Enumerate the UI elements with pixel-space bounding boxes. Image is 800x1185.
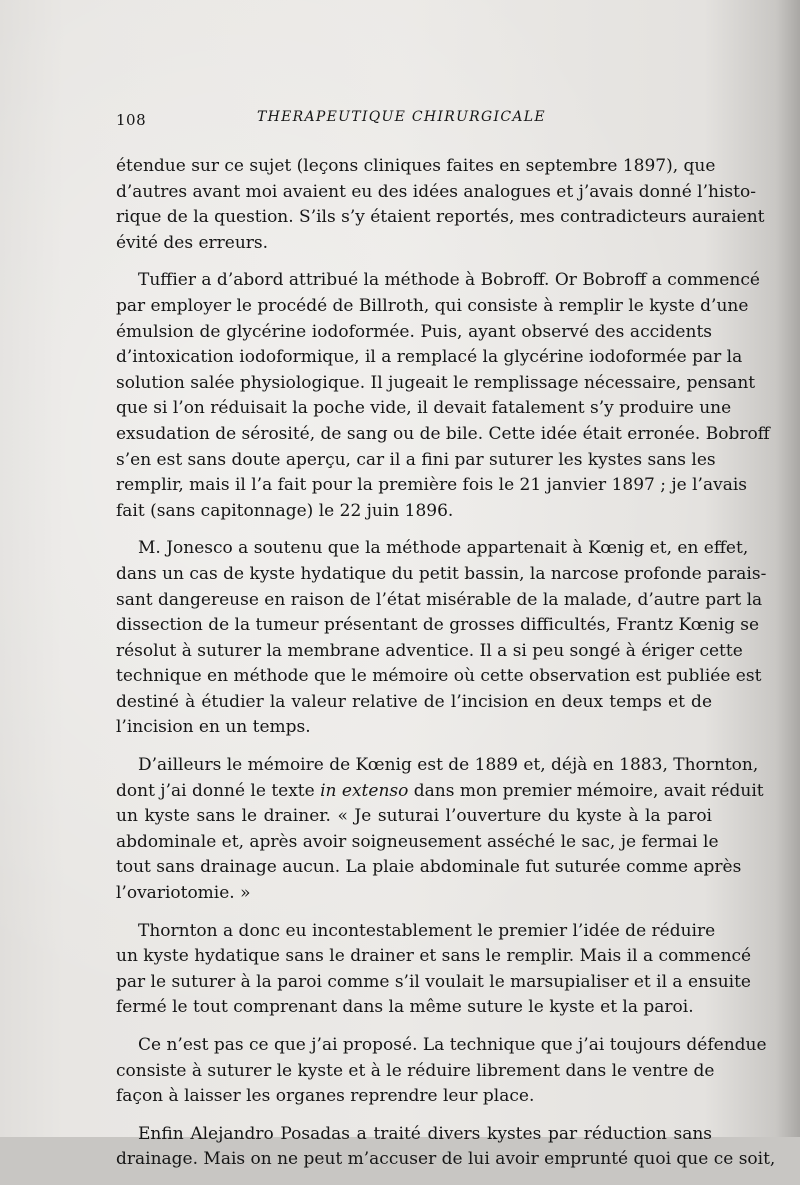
text-line: Thornton a donc eu incontestablement le premier l’idée de réduire <box>138 920 716 941</box>
text-line: d’intoxication iodoformique, il a remplacé la glycérine iodoformée par la <box>116 347 743 368</box>
text-line: étendue sur ce sujet (leçons cliniques faites en septembre 1897), que <box>116 156 716 176</box>
text-line: un kyste hydatique sans le drainer et sans le remplir. Mais il a commencé <box>116 946 752 967</box>
text-line: par le suturer à la paroi comme s’il voulait le marsupialiser et il a ensuite <box>116 971 751 992</box>
text-line: drainage. Mais on ne peut m’accuser de lui avoir emprunté quoi que ce soit, <box>116 1149 776 1170</box>
text-line: M. Jonesco a soutenu que la méthode appartenait à Kœnig et, en effet, <box>138 538 749 559</box>
text-line: fermé le tout comprenant dans la même suture le kyste et la paroi. <box>116 997 694 1018</box>
text-line: un kyste sans le drainer. « Je suturai l’ouverture du kyste à la paroi <box>116 806 712 827</box>
text-line-with-italic: dont j’ai donné le texte in extenso dans mon premier mémoire, avait réduit <box>116 780 764 801</box>
paragraph <box>116 1122 776 1173</box>
text-line: par employer le procédé de Billroth, qui consiste à remplir le kyste d’une <box>116 295 749 316</box>
paragraph <box>116 1033 767 1110</box>
text-line: rique de la question. S’ils s’y étaient reportés, mes contradicteurs auraient <box>116 207 765 228</box>
text-line: abdominale et, après avoir soigneusement asséché le sac, je fermai le <box>116 831 719 852</box>
text-line: résolut à suturer la membrane adventice. Il a si peu songé à ériger cette <box>116 640 743 661</box>
text-line: l’incision en un temps. <box>116 717 311 738</box>
text-line: technique en méthode que le mémoire où cette observation est publiée est <box>116 666 762 687</box>
text-line: consiste à suturer le kyste et à le réduire librement dans le ventre de <box>116 1060 715 1081</box>
text-line: sant dangereuse en raison de l’état misérable de la malade, d’autre part la <box>116 589 763 610</box>
text-line: D’ailleurs le mémoire de Kœnig est de 1889 et, déjà en 1883, Thornton, <box>138 755 759 776</box>
text-line: que si l’on réduisait la poche vide, il devait fatalement s’y produire une <box>116 398 732 419</box>
text-line: dissection de la tumeur présentant de grosses difficultés, Frantz Kœnig se <box>116 615 760 636</box>
page-number: 108 <box>116 111 147 129</box>
text-line: émulsion de glycérine iodoformée. Puis, ayant observé des accidents <box>116 321 712 342</box>
body-text <box>116 154 776 1185</box>
text-line: Ce n’est pas ce que j’ai proposé. La technique que j’ai toujours défendue <box>138 1035 767 1055</box>
text-line: s’en est sans doute aperçu, car il a fini par suturer les kystes sans les <box>116 449 716 470</box>
text-line: d’autres avant moi avaient eu des idées analogues et j’avais donné l’histo- <box>116 181 756 202</box>
text-line: remplir, mais il l’a fait pour la première fois le 21 janvier 1897 ; je l’avais <box>116 475 747 496</box>
italic-phrase: in extenso <box>320 780 409 801</box>
text-line: solution salée physiologique. Il jugeait le remplissage nécessaire, pensant <box>116 372 756 393</box>
running-title: THERAPEUTIQUE CHIRURGICALE <box>257 109 546 125</box>
paragraph <box>116 753 764 907</box>
text-line: fait (sans capitonnage) le 22 juin 1896. <box>116 500 454 521</box>
paragraph <box>116 268 770 524</box>
text-line: l’ovariotomie. » <box>116 883 251 904</box>
text-line: exsudation de sérosité, de sang ou de bile. Cette idée était erronée. Bobroff <box>116 423 770 444</box>
text-line: Tuffier a d’abord attribué la méthode à Bobroff. Or Bobroff a commencé <box>138 270 760 291</box>
paragraph <box>116 536 767 741</box>
text-line: Enfin Alejandro Posadas a traité divers kystes par réduction sans <box>138 1123 712 1144</box>
paragraph <box>116 154 765 256</box>
paragraph <box>116 919 752 1021</box>
text-line: dans un cas de kyste hydatique du petit bassin, la narcose profonde parais- <box>116 563 767 584</box>
running-header <box>116 103 716 129</box>
text-line: évité des erreurs. <box>116 232 269 253</box>
text-line: tout sans drainage aucun. La plaie abdominale fut suturée comme après <box>116 857 742 878</box>
text-line: destiné à étudier la valeur relative de l’incision en deux temps et de <box>116 691 712 712</box>
text-line: façon à laisser les organes reprendre leur place. <box>116 1086 535 1107</box>
